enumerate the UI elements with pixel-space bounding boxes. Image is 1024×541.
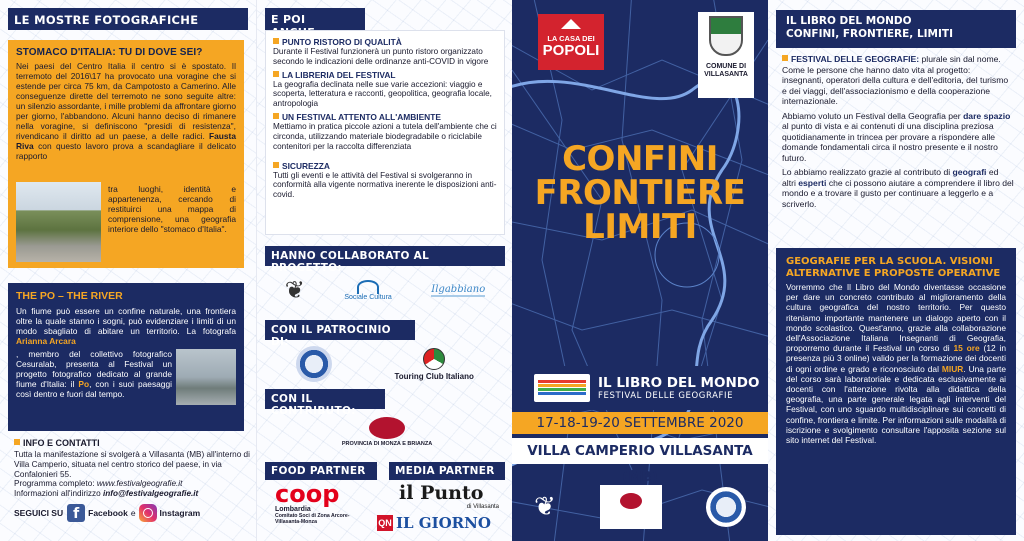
ilpunto-wordmark: Punto (420, 482, 484, 504)
ilpunto-article: il (399, 482, 414, 504)
libro-p3-b: geografi (952, 167, 987, 177)
extra-title-sicurezza: SICUREZZA (282, 160, 330, 171)
email-label: Informazioni all'indirizzo (14, 489, 103, 499)
stomaco-photo (16, 182, 101, 262)
libro-p1-text: plurale sin dal nome. Come le persone che hanno dato vita al progetto: insegnanti, operatori della cultura e dell'editoria, del turismo e dei viaggi, dell'associazionismo e della cooperazione internazionale. (782, 54, 1009, 106)
aiig-footer-seal-icon (706, 487, 746, 527)
section-header-media: MEDIA PARTNER (389, 462, 505, 480)
provincia-text: PROVINCIA DI MONZA E BRIANZA (341, 441, 433, 447)
info-section (14, 438, 250, 522)
libro-p3-c: ed altri (782, 167, 999, 188)
extra-item-ristoro (273, 37, 497, 67)
sociale-cultura-icon (357, 280, 379, 294)
stomaco-text (16, 61, 236, 161)
ilpunto-subtitle: di Villasanta (466, 504, 499, 510)
libro-p1-title: FESTIVAL DELLE GEOGRAFIE: (791, 54, 920, 64)
po-text-c: , con i suoi paesaggi così dentro e fuori dal tempo. (16, 379, 172, 399)
bullet-icon (273, 162, 279, 168)
header-libro-line-2: CONFINI, FRONTIERE, LIMITI (786, 28, 953, 40)
extra-text-sicurezza: Tutti gli eventi e le attività del Festival si svolgeranno in conformità alla vigente normativa inerente le disposizioni anti-covid. (273, 170, 497, 200)
extra-item-sicurezza (273, 161, 497, 200)
comune-villasanta-logo (698, 12, 754, 98)
dates-bar: 17-18-19-20 SETTEMBRE 2020 (512, 412, 768, 434)
casa-dei-popoli-logo (538, 14, 604, 70)
bullet-icon (273, 38, 279, 44)
follow-label: SEGUICI SU (14, 507, 64, 518)
po-text-2 (16, 349, 172, 399)
casa-line-2: POPOLI (542, 42, 600, 59)
extras-box (265, 30, 505, 235)
libro-p2 (782, 111, 1014, 164)
festival-banner (512, 366, 768, 410)
stomaco-author: Fausta Riva (16, 131, 236, 151)
provincia-icon (369, 417, 405, 439)
panel-cover (512, 0, 768, 541)
libro-p2-c: al punto di vista e ai contenuti di una disciplina preziosa quotidianamente in trincea per provare a rispondere alle domande fondamentali circa il nostro presente e il nostro futuro. (782, 121, 998, 163)
social-row (14, 504, 250, 522)
po-author: Arianna Arcara (16, 336, 76, 346)
bullet-icon (273, 71, 279, 77)
scuola-box (776, 248, 1016, 535)
ilpunto-logo (399, 482, 499, 510)
libro-p1 (782, 54, 1014, 107)
festival-subtitle: FESTIVAL DELLE GEOGRAFIE (598, 390, 734, 401)
panel-poi-anche (256, 0, 512, 541)
cover-title (512, 139, 768, 247)
bullet-icon (273, 113, 279, 119)
scuola-text (786, 282, 1006, 445)
extra-title-ambiente: UN FESTIVAL ATTENTO ALL'AMBIENTE (282, 111, 441, 122)
extra-text-libreria: La geografia declinata nelle sue varie accezioni: viaggio e scoperta, letteratura e racconti, geopolitica, geografia locale, antropologia (273, 79, 492, 109)
facebook-link[interactable]: Facebook (88, 507, 128, 518)
patrocinio-logos (265, 342, 505, 386)
program-label: Programma completo: (14, 479, 97, 489)
scuola-miur: MIUR (941, 363, 964, 374)
po-text-b: , membro del collettivo fotografico Cesuralab, presenta al Festival un progetto fotografico dedicato al grande fiume d'Italia: il (16, 349, 172, 389)
cover-title-line-1: CONFINI (562, 139, 718, 179)
extra-text-ambiente: Mettiamo in pratica piccole azioni a tutela dell'ambiente che ci circonda, utilizzando materiale biodegradabile o riciclabile contenitori per la raccolta differenziata (273, 121, 497, 152)
ilgabbiano-logo: Ilgabbiano (431, 283, 486, 295)
provincia-footer-icon (620, 493, 642, 509)
bullet-icon (782, 55, 788, 61)
po-box (8, 283, 244, 431)
ilgiorno-wordmark: IL GIORNO (396, 514, 491, 532)
program-link[interactable]: www.festivalgeografie.it (96, 479, 183, 489)
stomaco-text-1: Nei paesi del Centro Italia il centro si è spostato. Il terremoto del 2016\17 ha provocato una voragine che si estende per circa 75 km, da Campotosto a Camerino. Alle conseguenze dirette del terremoto ne sono seguite altre: un silenzio assordante, i mille problemi da affrontare giorno per giorno, l'abbandono. Alcuni hanno deciso di rimanere nella voragine, si definiscono "presidi di resistenza", rivendicano il diritto ad un paese, a delle radici. (16, 61, 236, 141)
libro-p3 (782, 167, 1014, 209)
info-title-text: INFO E CONTATTI (23, 438, 100, 448)
po-text-a: Un fiume può essere un confine naturale, una frontiera oltre la quale stanno i sogni, può evidenziare i limiti di un modo sbagliato di abitare un territorio. La fotografa (16, 306, 236, 336)
cover-title-line-2: FRONTIERE (534, 173, 746, 213)
po-river: Po (78, 379, 90, 389)
coop-subtitle: Comitato Soci di Zona Arcore-Villasanta-Monza (275, 513, 350, 525)
festival-name: IL LIBRO DEL MONDO (598, 374, 760, 391)
stomaco-text-2: con questo lavoro prova a scandagliare il delicato rapporto (16, 141, 237, 161)
extra-title-ristoro: PUNTO RISTORO DI QUALITÀ (282, 37, 402, 47)
cover-title-line-3: LIMITI (583, 207, 697, 247)
extra-title-libreria: LA LIBRERIA DEL FESTIVAL (282, 69, 396, 80)
venue-bar: VILLA CAMPERIO VILLASANTA (MB) (512, 438, 768, 464)
libro-p3-a: Lo abbiamo realizzato grazie al contributo di (782, 167, 951, 177)
scuola-text-a: Vorremmo che Il Libro del Mondo diventasse occasione per dare un concreto contributo al miglioramento della cultura geografica del nostro territorio. Per questo riteniamo importante mantenere un dialogo aperto con il mondo scolastico. Quest'anno, grazie alla collaborazione dell'Associazione Italiana Insegnanti di Geografia, proporremo durante il Festival un corso di (786, 282, 1006, 354)
sociale-cultura-logo (344, 280, 391, 301)
casa-roof-icon (561, 19, 581, 29)
bullet-icon (14, 439, 20, 445)
extra-text-ristoro: Durante il Festival funzionerà un punto ristoro organizzato secondo le indicazioni delle ordinanze anti-COVID in vigore (273, 47, 489, 66)
collab-logos (265, 270, 505, 310)
ornament-footer-icon: ❦ (534, 492, 556, 522)
comune-text: COMUNE DI VILLASANTA (704, 63, 748, 78)
coop-logo (275, 482, 375, 538)
coop-wordmark: coop (275, 480, 340, 508)
section-header-libro (776, 10, 1016, 48)
touring-club-icon (423, 348, 445, 370)
casa-line-1: LA CASA DEI (547, 34, 595, 43)
section-header-poi-anche: E POI (265, 8, 365, 30)
stomaco-box (8, 40, 244, 268)
coop-region: Lombardia (275, 506, 311, 513)
extra-item-libreria (273, 70, 497, 109)
po-photo (176, 349, 236, 405)
section-header-mostre: LE MOSTRE FOTOGRAFICHE (8, 8, 248, 30)
crest-icon (709, 16, 743, 56)
provincia-logo (337, 410, 437, 454)
info-text: Tutta la manifestazione si svolgerà a Villasanta (MB) all'interno di Villa Camperio, situata nel centro storico del paese, in via Confalonieri 55. (14, 450, 250, 479)
info-email-line (14, 489, 250, 499)
cover-footer-logos (512, 476, 768, 538)
extra-item-ambiente (273, 112, 497, 153)
libro-p2-b: dare spazio (963, 110, 1011, 121)
po-text-1 (16, 306, 236, 346)
stomaco-title: STOMACO D'ITALIA: TU DI DOVE SEI? (16, 47, 203, 58)
libro-p3-e: che ci possono aiutare a comprendere il libro del mondo e a trovare il gusto per continuare a leggerlo e a scriverlo. (782, 177, 1014, 209)
stomaco-text-3: tra luoghi, identità e appartenenza, cercando di restituirci una mappa di comprensione, una geografia interiore dello "stomaco d'Italia". (108, 184, 236, 234)
ilgiorno-icon: QN (377, 515, 393, 531)
libro-p3-d: esperti (798, 177, 827, 188)
scuola-text-b: (12 in presenza più 3 online) valido per la formazione dei docenti di ogni ordine e grado e riconosciuto dal (786, 343, 1006, 374)
libro-p2-a: Abbiamo voluto un Festival della Geografia per (782, 110, 961, 121)
rainbow-book-icon (534, 374, 590, 402)
section-header-collab: HANNO COLLABORATO AL PROGETTO: (265, 246, 505, 266)
instagram-link[interactable]: Instagram (159, 507, 201, 518)
provincia-footer-logo (600, 485, 662, 529)
panel-mostre (0, 0, 256, 541)
po-title: THE PO – THE RIVER (16, 290, 123, 302)
email-link[interactable]: info@festivalgeografie.it (102, 489, 199, 499)
info-title (14, 438, 250, 448)
sociale-cultura-text: Sociale Cultura (344, 293, 392, 301)
ilgiorno-logo (377, 512, 507, 534)
header-libro-line-1: IL LIBRO DEL MONDO (786, 15, 912, 27)
scuola-title: GEOGRAFIE PER LA SCUOLA. VISIONI ALTERNATIVE E PROPOSTE OPERATIVE (786, 256, 1001, 279)
section-header-patrocinio: CON IL PATROCINIO DI: (265, 320, 415, 340)
social-and: e (130, 507, 136, 518)
info-program (14, 479, 250, 489)
ornament-logo-icon: ❦ (284, 276, 305, 304)
scuola-text-c: . Una parte del corso sarà laboratoriale e dedicata esclusivamente ai docenti con l'attenzione rivolta alla didattica della geografia, una parte generale legata agli interventi del Festival, con uno sguardo multidisciplinare sui concetti di confine, frontiera e limite. Per informazioni sulle modalità di iscrizione e svolgimento consultare l'apposita sezione sul sito internet del Festival. (786, 363, 1007, 446)
touring-club-logo (394, 348, 473, 381)
section-header-food: FOOD PARTNER (265, 462, 377, 480)
touring-club-text: Touring Club Italiano (394, 371, 474, 381)
libro-text (782, 54, 1014, 209)
facebook-icon[interactable]: f (67, 504, 85, 522)
aiig-seal-icon (296, 346, 332, 382)
instagram-icon[interactable] (139, 504, 157, 522)
scuola-hours: 15 ore (953, 343, 980, 354)
panel-libro-mondo (768, 0, 1024, 541)
section-header-contributo: CON IL CONTRIBUTO: (265, 389, 385, 409)
